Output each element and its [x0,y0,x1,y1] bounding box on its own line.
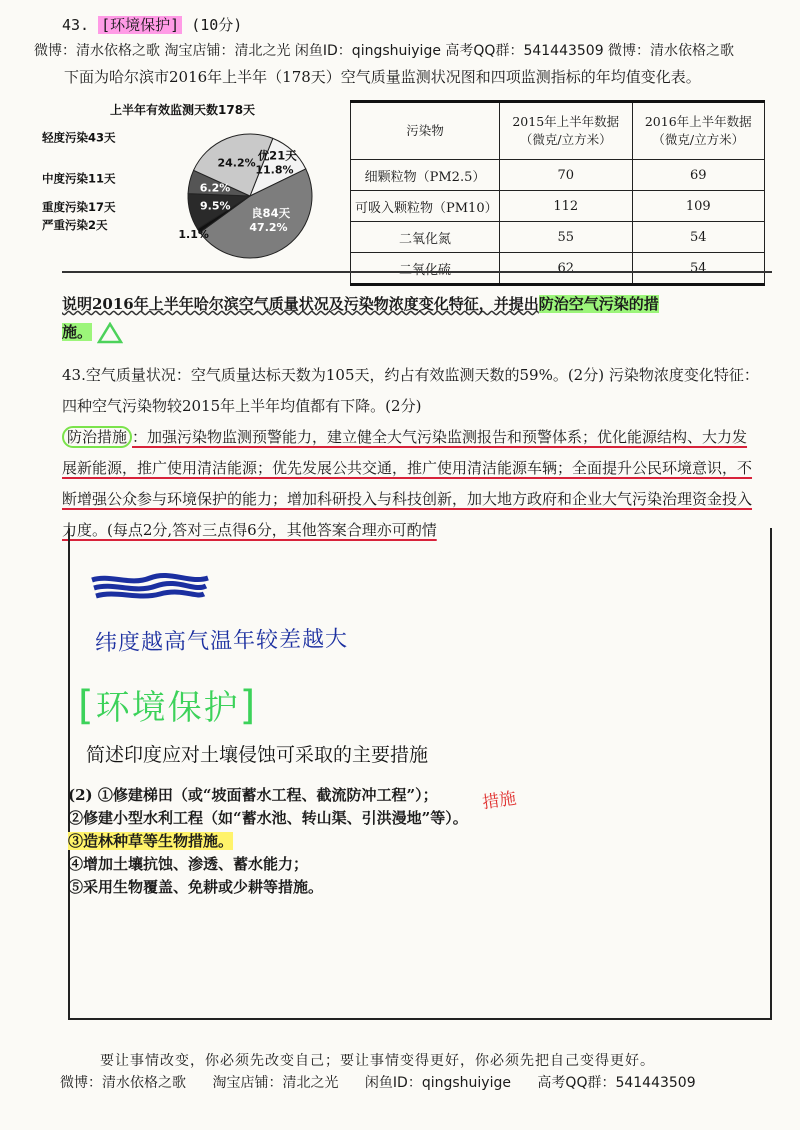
pie-category-label: 轻度污染43天 [42,130,116,145]
answer-label: 防治措施 [62,426,132,448]
table-row [351,222,765,253]
sub-answers [68,784,628,899]
table-cell: 55 [500,222,633,253]
question-title [62,14,242,35]
divider [62,271,772,273]
pie-chart [40,100,340,270]
answer-para-1: 43.空气质量状况：空气质量达标天数为105天，约占有效监测天数的59%。(2分) 污染物浓度变化特征：四种空气污染物较2015年上半年均值都有下降。(2分) [62,366,759,415]
list-item: ②修建小型水利工程（如“蓄水池、转山渠、引洪漫地”等）。 [68,809,468,827]
answer-block [62,360,762,546]
footer-info [60,1072,718,1092]
pie-category-label: 中度污染11天 [42,171,116,186]
table-cell: 69 [632,160,765,191]
prompt-text: 说明2016年上半年哈尔滨空气质量状况及污染物浓度变化特征，并提出 [62,295,539,313]
question-tag: [环境保护] [98,16,182,34]
table-cell: 54 [632,222,765,253]
pollutant-table [350,100,765,286]
table-row [351,253,765,285]
pie-percent-label: 11.8% [255,163,294,177]
pie-percent-label: 24.2% [217,156,256,170]
footer-qq: 高考QQ群：541443509 [537,1075,696,1091]
pie-category-label: 严重污染2天 [42,217,108,232]
pie-percent-label: 1.1% [178,228,209,242]
watermark-top: 微博：清水依格之歌 淘宝店铺：清北之光 闲鱼ID：qingshuiyige 高考QQ群：541443509 微博：清水依格之歌 [34,43,735,59]
question-score: (10分) [191,16,243,34]
table-header-2016: 2016年上半年数据（微克/立方米） [632,102,765,160]
table-cell: 可吸入颗粒物（PM10） [351,191,500,222]
handwriting-blue: 纬度越高气温年较差越大 [94,626,349,657]
handwriting-red: 措施 [481,788,518,814]
list-item: (2) ①修建梯田（或“坡面蓄水工程、截流防冲工程”）； [68,786,438,804]
pie-category-label: 重度污染17天 [42,200,116,215]
pie-category-label: 良84天 [251,205,291,220]
table-cell: 112 [500,191,633,222]
pie-title: 上半年有效监测天数178天 [110,103,256,117]
question-number: 43. [62,16,90,34]
footer-xianyu: 闲鱼ID：qingshuiyige [364,1075,511,1091]
table-cell: 54 [632,253,765,285]
answer-text: ：加强污染物监测预警能力，建立健全大气污染监测报告和预警体系；优化能源结构、大力发展新能源，推广使用清洁能源；优先发展公共交通，推广使用清洁能源车辆；全面提升公民环境意识，不断增强公众参与环境保护的能力；增加科研投入与科技创新，加大地方政府和企业大气污染治理资金投入力度。(每点2分,答对三点得6分，其他答案合理亦可酌情 [62,428,753,539]
pie-category-label: 优21天 [257,148,297,163]
list-item: ⑤采用生物覆盖、免耕或少耕等措施。 [68,878,324,896]
question-intro: 下面为哈尔滨市2016年上半年（178天）空气质量监测状况图和四项监测指标的年均值变化表。 [64,68,701,86]
prompt-highlight-2: 施。 [62,323,93,341]
question-prompt [62,290,762,346]
handwriting-green: [环境保护] [78,683,258,729]
table-header-pollutant: 污染物 [351,102,500,160]
footer-taobao: 淘宝店铺：清北之光 [212,1075,339,1091]
table-cell: 二氧化氮 [351,222,500,253]
footer-motto: 要让事情改变，你必须先改变自己；要让事情变得更好，你必须先把自己变得更好。 [100,1053,655,1069]
handwriting-black: 简述印度应对土壤侵蚀可采取的主要措施 [86,744,429,766]
table-header-row [351,102,765,160]
table-cell: 细颗粒物（PM2.5） [351,160,500,191]
handwriting-green-text: 环境保护 [95,688,240,728]
pie-percent-label: 47.2% [249,220,288,234]
table-header-2015: 2015年上半年数据（微克/立方米） [500,102,633,160]
table-cell: 62 [500,253,633,285]
triangle-mark-icon [97,322,123,344]
table-cell: 70 [500,160,633,191]
table-cell: 二氧化硫 [351,253,500,285]
table-row [351,160,765,191]
pie-percent-label: 9.5% [199,199,231,213]
table-row [351,191,765,222]
scribble-mark [90,572,210,602]
list-item: ③造林种草等生物措施。 [68,832,234,850]
pie-percent-label: 6.2% [199,181,231,195]
footer-weibo: 微博：清水依格之歌 [60,1075,186,1091]
table-cell: 109 [632,191,765,222]
list-item: ④增加土壤抗蚀、渗透、蓄水能力； [68,855,309,873]
prompt-highlight: 防治空气污染的措 [538,295,659,313]
